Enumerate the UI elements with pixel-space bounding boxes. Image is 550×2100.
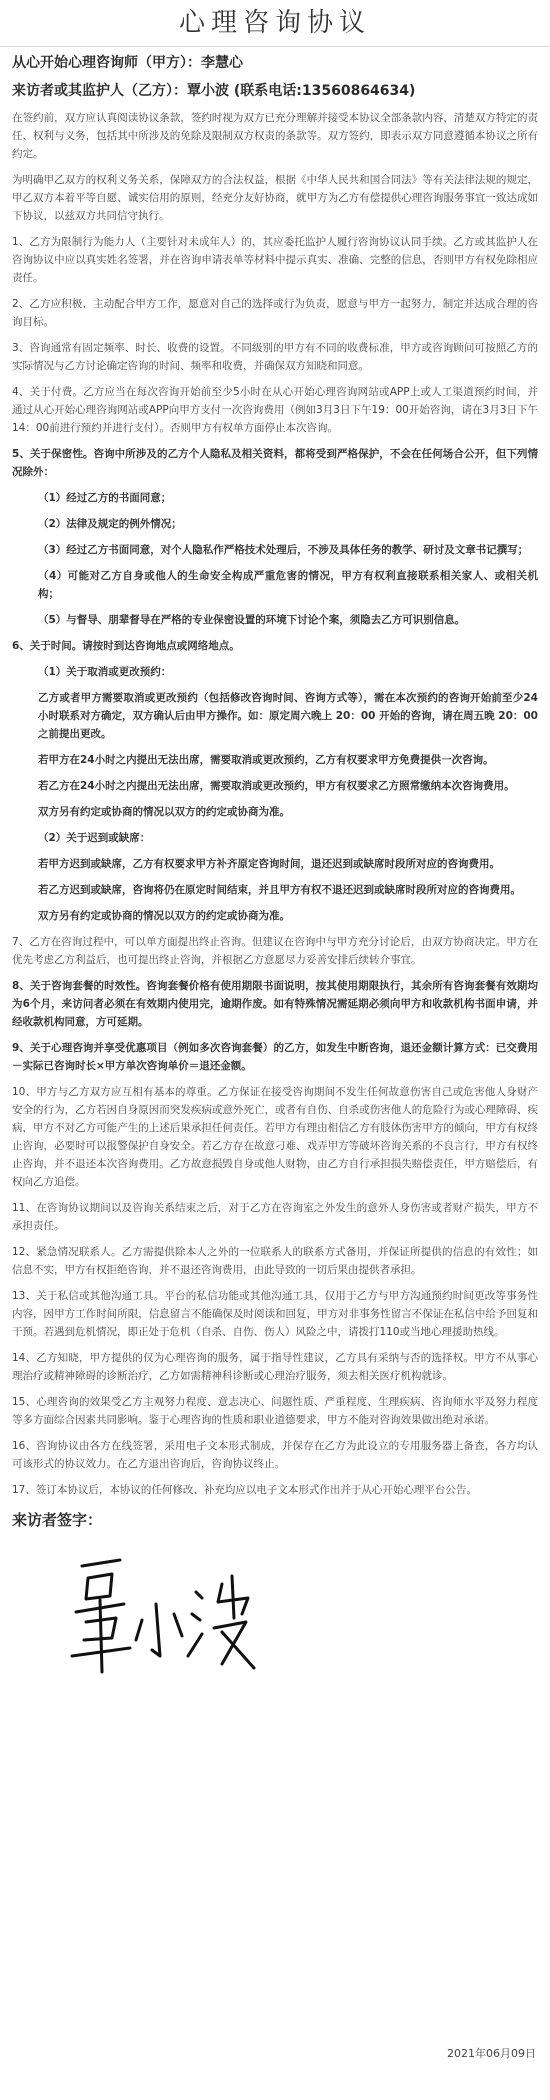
clause-paragraph: 5、关于保密性。咨询中所涉及的乙方个人隐私及相关资料，都将受到严格保护，不会在任何场合公开，但下列情况除外： [12, 448, 538, 478]
clause-paragraph: （3）经过乙方书面同意，对个人隐私作严格技术处理后，不涉及具体任务的教学、研讨及文章书记撰写； [38, 544, 529, 556]
clause-paragraph: 7、乙方在咨询过程中，可以单方面提出终止咨询。但建议在咨询中与甲方充分讨论后，由双方协商决定。甲方在优先考虑乙方利益后，也可提出终止咨询，并根据乙方意愿尽力妥善安排后续转介事宜。 [12, 936, 538, 966]
party-b-line: 来访者或其监护人（乙方）：覃小波 (联系电话:13560864634) [12, 83, 416, 99]
clause-list [12, 109, 538, 1499]
clause-paragraph: 6、关于时间。请按时到达咨询地点或网络地点。 [12, 640, 240, 652]
clause-paragraph: 1、乙方为限制行为能力人（主要针对未成年人）的，其应委托监护人履行咨询协议认同手续。乙方或其监护人在咨询协议中应以真实姓名签署，并在咨询申请表单等材料中提示真实、准确、完整的信息，否则甲方有权免除相应责任。 [12, 236, 538, 284]
signature-label: 来访者签字： [12, 1511, 103, 1529]
handwritten-signature [62, 1544, 262, 1684]
clause-paragraph: 8、关于咨询套餐的时效性。咨询套餐价格有使用期限书面说明，按其使用期限执行，其余所有咨询套餐有效期均为6个月，来访问者必须在有效期内使用完，逾期作废。如有特殊情况需延期必须向甲方和收款机构书面申请，并经收款机构同意，方可延期。 [12, 980, 538, 1028]
clause-paragraph: 2、乙方应积极、主动配合甲方工作，愿意对自己的选择或行为负责，愿意与甲方一起努力，制定并达成合理的咨询目标。 [12, 298, 538, 328]
clause-paragraph: 在签约前，双方应认真阅读协议条款，签约时视为双方已充分理解并接受本协议全部条款内容，清楚双方特定的责任、权利与义务，包括其中所涉及的免除及限制双方权责的条款等。双方签约，即表示双方同意遵循本协议之所有约定。 [12, 112, 538, 160]
party-a-line: 从心开始心理咨询师（甲方）：李慧心 [12, 55, 243, 71]
clause-paragraph: 10、甲方与乙方双方应互相有基本的尊重。乙方保证在接受咨询期间不发生任何故意伤害自己或危害他人身财产安全的行为，乙方若因自身原因而突发疾病或意外死亡，或者有自伤、自杀或伤害他人的危险行为或心理障碍、疾病，甲方不对乙方可能产生的上述后果承担任何责任。若甲方有理由相信乙方有肢体伤害甲方的倾向，甲方有权终止咨询，必要时可以报警保护自身安全。若乙方存在故意刁难、戏弄甲方等破坏咨询关系的不良言行，甲方有权终止咨询，并不退还本次咨询费用。乙方故意损毁自身或他人财物，由乙方自行承担损失赔偿责任，甲方赔偿后，有权向乙方追偿。 [12, 1086, 538, 1188]
clause-paragraph: 9、关于心理咨询并享受优惠项目（例如多次咨询套餐）的乙方，如发生中断咨询，退还金额计算方式：已交费用－实际已咨询时长×甲方单次咨询单价＝退还金额。 [12, 1042, 538, 1072]
clause-paragraph: 17、签订本协议后，本协议的任何修改、补充均应以电子文本形式作出并于从心开始心理平台公告。 [12, 1484, 477, 1496]
clause-paragraph: 15、心理咨询的效果受乙方主观努力程度、意志决心、问题性质、严重程度、生理疾病、咨询师水平及努力程度等多方面综合因素共同影响。鉴于心理咨询的性质和职业道德要求，甲方不能对咨询效果做出绝对承诺。 [12, 1396, 538, 1426]
clause-paragraph: 若甲方在24小时之内提出无法出席，需要取消或更改预约，乙方有权要求甲方免费提供一次咨询。 [38, 754, 494, 766]
clause-paragraph: 乙方或者甲方需要取消或更改预约（包括修改咨询时间、咨询方式等），需在本次预约的咨询开始前至少24小时联系对方确定，双方确认后由甲方操作。如：原定周六晚上 20：00 开始的咨询，请在周五晚 20：00 之前提出更改。 [38, 692, 538, 740]
clause-paragraph: 4、关于付费。乙方应当在每次咨询开始前至少5小时在从心开始心理咨询网站或APP上或人工渠道预约时间，并通过从心开始心理咨询网站或APP向甲方支付一次咨询费用（例如3月3日下午19：00开始咨询，请在3月3日下午14：00前进行预约并进行支付）。否则甲方有权单方面停止本次咨询。 [12, 386, 538, 434]
sign-date: 2021年06月09日 [447, 2047, 536, 2060]
clause-paragraph: 16、咨询协议由各方在线签署，采用电子文本形式制成，并保存在乙方为此设立的专用服务器上备查，各方均认可该形式的协议效力。在乙方退出咨询后，咨询协议终止。 [12, 1440, 538, 1470]
clause-paragraph: 双方另有约定或协商的情况以双方的约定或协商为准。 [38, 910, 290, 922]
clause-paragraph: （4）可能对乙方自身或他人的生命安全构成严重危害的情况，甲方有权利直接联系相关家人、或相关机构； [38, 570, 538, 600]
page-title: 心理咨询协议 [0, 0, 550, 47]
clause-paragraph: 13、关于私信或其他沟通工具。平台的私信功能或其他沟通工具，仅用于乙方与甲方沟通预约时间更改等事务性内容，因甲方工作时间所限，信息留言不能确保及时阅读和回复，甲方对非事务性留言不保证在私信中给予回复和干预。若遇到危机情况，即正处于危机（自杀、自伤、伤人）风险之中，请拨打110或当地心理援助热线。 [12, 1290, 538, 1338]
clause-paragraph: （5）与督导、朋辈督导在严格的专业保密设置的环境下讨论个案，须隐去乙方可识别信息。 [38, 614, 466, 626]
clause-paragraph: 若乙方迟到或缺席，咨询将仍在原定时间结束，并且甲方有权不退还迟到或缺席时段所对应的咨询费用。 [38, 884, 521, 896]
clause-paragraph: （2）关于迟到或缺席： [38, 832, 151, 844]
clause-paragraph: 14、乙方知晓，甲方提供的仅为心理咨询的服务，属于指导性建议，乙方具有采纳与否的选择权。甲方不从事心理治疗或精神障碍的诊断治疗，乙方如需精神科诊断或心理治疗服务，须去相关医疗机构就诊。 [12, 1352, 538, 1382]
clause-paragraph: 双方另有约定或协商的情况以双方的约定或协商为准。 [38, 806, 290, 818]
clause-paragraph: 3、咨询通常有固定频率、时长、收费的设置。不同级别的甲方有不同的收费标准，甲方或咨询顾问可按照乙方的实际情况与乙方讨论确定咨询的时间、频率和收费，并确保双方知晓和同意。 [12, 342, 538, 372]
clause-paragraph: （1）关于取消或更改预约： [38, 666, 172, 678]
clause-paragraph: 若乙方在24小时之内提出无法出席，需要取消或更改预约，甲方有权要求乙方照常缴纳本次咨询费用。 [38, 780, 515, 792]
clause-paragraph: 11、在咨询协议期间以及咨询关系结束之后，对于乙方在咨询室之外发生的意外人身伤害或者财产损失，甲方不承担责任。 [12, 1202, 538, 1232]
clause-paragraph: （1）经过乙方的书面同意； [38, 492, 172, 504]
clause-paragraph: （2）法律及规定的例外情况； [38, 518, 182, 530]
clause-paragraph: 为明确甲乙双方的权利义务关系，保障双方的合法权益，根据《中华人民共和国合同法》等有关法律法规的规定，甲乙双方本着平等自愿、诚实信用的原则，经充分友好协商，就甲方为乙方有偿提供心理咨询服务事宜一致达成如下协议，以兹双方共同信守执行。 [12, 174, 538, 222]
clause-paragraph: 若甲方迟到或缺席，乙方有权要求甲方补齐原定咨询时间，退还迟到或缺席时段所对应的咨询费用。 [38, 858, 500, 870]
clause-paragraph: 12、紧急情况联系人。乙方需提供除本人之外的一位联系人的联系方式备用，并保证所提供的信息的有效性；如信息不实，甲方有权拒绝咨询，并不退还咨询费用，由此导致的一切后果由提供者承担。 [12, 1246, 538, 1276]
